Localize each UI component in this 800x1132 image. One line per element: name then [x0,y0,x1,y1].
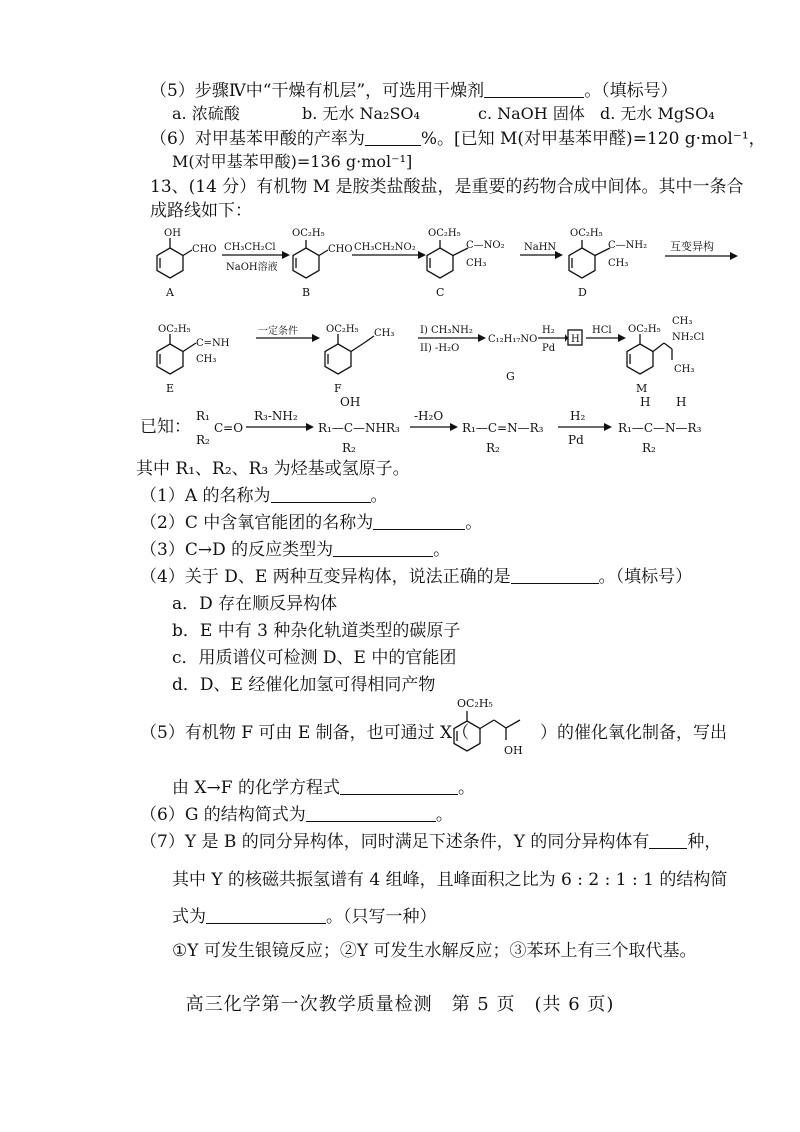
known-r2: R₂ [196,433,210,447]
C-no2: C—NO₂ [466,240,505,251]
label-F: F [334,382,342,395]
D-oet: OC₂H₅ [570,228,603,239]
subq-2: （2）C 中含氧官能团的名称为 。 [140,513,483,533]
known-imine-r2: R₂ [486,441,500,455]
q5-stem: （5）步骤Ⅳ中“干燥有机层”，可选用干燥剂 。（填标号） [150,81,678,101]
known-int1-r2: R₂ [342,441,356,455]
subq-7-line-2: 其中 Y 的核磁共振氢谱有 4 组峰，且峰面积之比为 6 : 2 : 1 : 1 的结构简 [172,870,728,890]
known-co: C=O [214,421,244,435]
label-E: E [166,382,175,395]
C-ch3: CH₃ [466,258,487,269]
label-C: C [436,286,445,299]
label-A: A [166,286,174,299]
E-ch3: CH₃ [196,354,217,365]
subq-7-conditions: ①Y 可发生银镜反应；②Y 可发生水解反应；③苯环上有三个取代基。 [172,941,697,961]
M-nh2cl: NH₂Cl [672,332,705,343]
D-ch3: CH₃ [608,258,629,269]
reagent-7-bottom: Pd [542,343,556,354]
M-ch3-bottom: CH₃ [674,364,695,375]
B-cho: CHO [328,244,353,255]
subq-4-option-d: d．D、E 经催化加氢可得相同产物 [172,675,436,695]
q5-option-b: b. 无水 Na₂SO₄ [302,104,420,123]
X-oet: OC₂H₅ [457,697,493,710]
subq-5-part-b: ）的催化氧化制备，写出 [540,723,727,743]
E-imine: C=NH [196,338,230,349]
q5-option-d: d. 无水 MgSO₄ [600,104,715,123]
known-int1: R₁—C—NHR₃ [318,421,400,435]
answer-blank[interactable] [333,540,433,557]
subq-5-part-a: （5）有机物 F 可由 E 制备，也可通过 X（ [140,723,470,743]
q6-stem-2: M(对甲基苯甲酸)=136 g·mol⁻¹] [172,152,413,171]
reagent-2-top: CH₃CH₂NO₂ [354,242,416,253]
known-amine-r2: R₂ [642,441,656,455]
note-r-groups: 其中 R₁、R₂、R₃ 为烃基或氢原子。 [136,459,410,479]
known-label: 已知： [140,417,191,437]
H-box-label: H [571,334,580,345]
F-oet: OC₂H₅ [326,324,359,335]
q6-stem: （6）对甲基苯甲酸的产率为 %。[已知 M(对甲基苯甲醛)=120 g·mol⁻¹， [150,129,766,149]
reagent-5-top: 一定条件 [258,326,298,337]
subq-3: （3）C→D 的反应类型为 。 [140,540,451,560]
label-M: M [636,382,648,395]
A-oh: OH [164,228,181,239]
subq-6: （6）G 的结构简式为 。 [140,805,453,825]
reagent-6-top: I) CH₃NH₂ [420,325,473,336]
known-pd: Pd [568,433,584,447]
reagent-1-top: CH₃CH₂Cl [224,242,276,253]
known-h2-atom: H [676,395,687,409]
q5-option-c: c. NaOH 固体 [478,104,585,123]
A-cho: CHO [192,244,217,255]
subq-7-line-3: 式为 。（只写一种） [172,907,437,927]
C-oet: OC₂H₅ [428,228,461,239]
subq-4-option-a: a．D 存在顺反异构体 [172,594,338,614]
reagent-3-top: NaHN [524,242,557,253]
answer-blank[interactable] [206,907,326,924]
B-oet: OC₂H₅ [292,228,325,239]
X-oh: OH [504,744,523,757]
q13-intro-2: 成路线如下： [150,201,252,221]
reagent-4-top: 互变异构 [670,240,714,253]
answer-blank[interactable] [340,778,458,795]
known-h2: H₂ [570,409,586,423]
subq-4-option-c: c．用质谱仪可检测 D、E 中的官能团 [172,648,457,668]
subq-1: （1）A 的名称为 。 [140,486,388,506]
M-ch3-top: CH₃ [672,316,693,327]
known-minus-h2o: -H₂O [414,409,444,423]
q13-intro: 13、(14 分）有机物 M 是胺类盐酸盐，是重要的药物合成中间体。其中一条合 [150,177,744,197]
answer-blank[interactable] [649,832,687,849]
M-oet: OC₂H₅ [628,324,661,335]
subq-4: （4）关于 D、E 两种互变异构体，说法正确的是 。（填标号） [140,567,693,587]
answer-blank[interactable] [306,805,436,822]
D-nh2: C—NH₂ [608,240,648,251]
reagent-1-bottom: NaOH溶液 [226,262,278,273]
q5-option-a: a. 浓硫酸 [172,104,240,123]
reagent-7-top: H₂ [542,325,555,336]
known-h1: H [640,395,651,409]
known-r1: R₁ [196,409,210,423]
answer-blank[interactable] [271,486,371,503]
answer-blank[interactable] [373,513,465,530]
E-oet: OC₂H₅ [158,324,191,335]
subq-7-line-1: （7）Y 是 B 的同分异构体，同时满足下述条件，Y 的同分异构体有 种， [140,832,722,852]
label-D: D [578,286,587,299]
label-B: B [302,286,311,299]
known-amine: R₁—C—N—R₃ [618,421,702,435]
label-G: G [506,370,515,383]
reagent-8-top: HCl [592,325,612,336]
page-footer: 高三化学第一次教学质量检测 第 5 页 (共 6 页) [185,994,615,1015]
known-oh: OH [340,395,361,409]
subq-5-equation: 由 X→F 的化学方程式 。 [172,778,475,798]
synthesis-scheme [0,0,800,470]
reagent-6-bottom: II) -H₂O [420,343,460,354]
F-ch3: CH₃ [374,328,395,339]
known-imine: R₁—C=N—R₃ [462,421,544,435]
subq-4-option-b: b．E 中有 3 种杂化轨道类型的碳原子 [172,621,461,641]
known-reagent: R₃-NH₂ [254,409,298,423]
answer-blank[interactable] [511,567,599,584]
G-formula: C₁₂H₁₇NO [488,334,538,345]
